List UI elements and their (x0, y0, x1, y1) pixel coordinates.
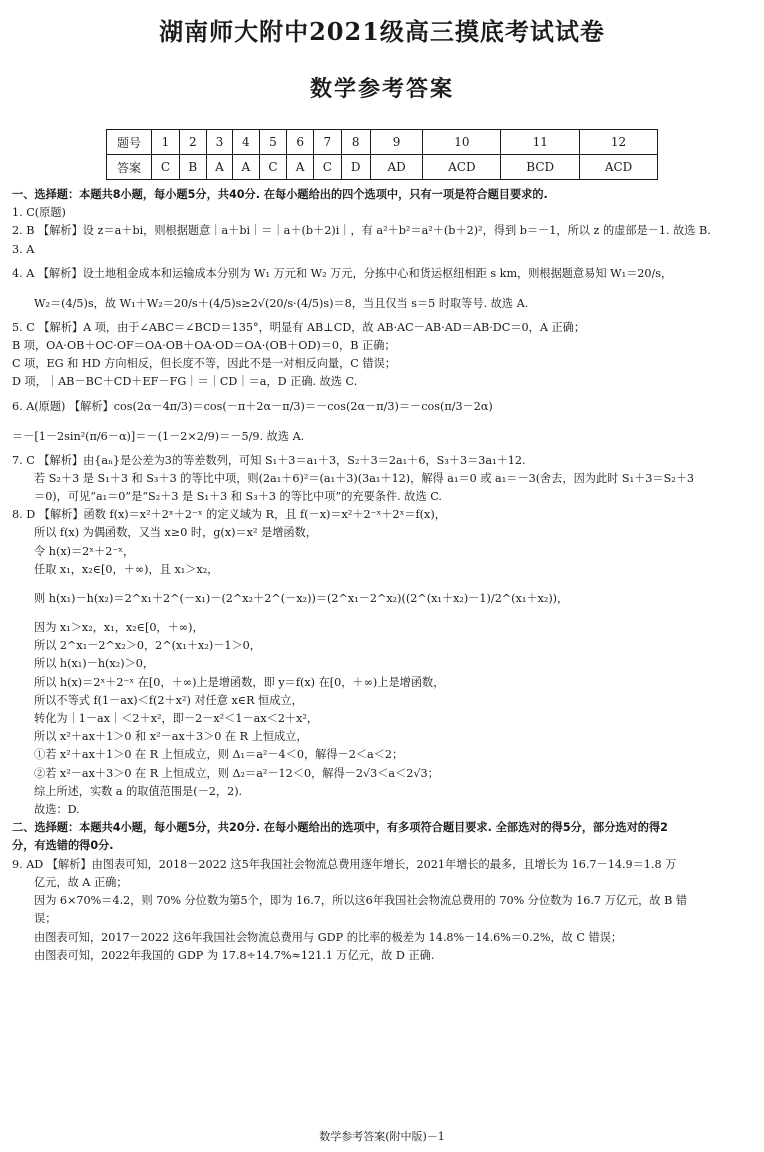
solution-line: 综上所述，实数 a 的取值范围是(－2，2). (34, 784, 243, 798)
solution-line: 4. A 【解析】设土地租金成本和运输成本分别为 W₁ 万元和 W₂ 万元，分拣中心和货运枢纽相距 s km，则根据题意易知 W₁＝20/s， (12, 266, 673, 280)
solution-line: ②若 x²－ax＋3＞0 在 R 上恒成立，则 Δ₂＝a²－12＜0，解得－2√3＜a＜2√3； (34, 766, 439, 780)
solution-line: 9. AD 【解析】由图表可知，2018－2022 这5年我国社会物流总费用逐年增长，2021年增长的最多，且增长为 16.7－14.9＝1.8 万 (12, 857, 677, 871)
table-row-answers (107, 155, 658, 180)
table-cell: ACD (423, 155, 501, 180)
solution-line: W₂＝(4/5)s，故 W₁＋W₂＝20/s＋(4/5)s≥2√(20/s·(4/5)s)＝8，当且仅当 s＝5 时取等号. 故选 A. (34, 296, 529, 310)
solution-line: 3. A (12, 242, 35, 256)
table-cell: 5 (259, 130, 287, 155)
row-header: 答案 (107, 155, 152, 180)
solution-line: 亿元，故 A 正确； (34, 875, 128, 889)
page-footer: 数学参考答案(附中版)－1 (319, 1130, 445, 1143)
table-cell: 6 (287, 130, 313, 155)
table-cell: C (259, 155, 287, 180)
solution-line: D 项，｜AB－BC＋CD＋EF－FG｜＝｜CD｜＝a，D 正确. 故选 C. (12, 375, 358, 389)
table-cell: 8 (341, 130, 370, 155)
table-cell: A (206, 155, 232, 180)
table-cell: C (313, 155, 341, 180)
table-cell: A (287, 155, 313, 180)
page-title: 湖南师大附中2021级高三摸底考试试卷 (159, 17, 605, 46)
table-cell: 7 (313, 130, 341, 155)
solution-line: 任取 x₁，x₂∈[0，＋∞)，且 x₁＞x₂， (34, 562, 219, 576)
section-heading: 分，有选错的得0分. (12, 839, 114, 853)
table-cell: 9 (370, 130, 423, 155)
section-heading: 一、选择题：本题共8小题，每小题5分，共40分. 在每小题给出的四个选项中，只有一项是符合题目要求的. (12, 188, 548, 201)
solution-line: 所以 h(x)＝2ˣ＋2⁻ˣ 在[0，＋∞)上是增函数，即 y＝f(x) 在[0，＋∞)上是增函数， (34, 675, 445, 689)
table-cell: 1 (152, 130, 180, 155)
table-cell: 3 (206, 130, 232, 155)
solution-line: 8. D 【解析】函数 f(x)＝x²＋2ˣ＋2⁻ˣ 的定义域为 R，且 f(－x)＝x²＋2⁻ˣ＋2ˣ＝f(x)， (12, 508, 446, 522)
solution-line: 所以不等式 f(1－ax)＜f(2＋x²) 对任意 x∈R 恒成立， (34, 693, 303, 707)
solution-line: 所以 f(x) 为偶函数，又当 x≥0 时，g(x)＝x² 是增函数， (34, 526, 317, 540)
table-cell: A (233, 155, 259, 180)
solution-line: 因为 6×70%＝4.2，则 70% 分位数为第5个，即为 16.7，所以这6年我国社会物流总费用的 70% 分位数为 16.7 万亿元，故 B 错 (34, 894, 688, 908)
table-cell: 10 (423, 130, 501, 155)
solution-line: 误； (34, 912, 57, 926)
solution-line: 所以 2^x₁－2^x₂＞0，2^(x₁＋x₂)－1＞0， (34, 639, 261, 653)
solution-line: 若 S₂＋3 是 S₁＋3 和 S₃＋3 的等比中项，则(2a₁＋6)²＝(a₁＋3)(3a₁＋12)，解得 a₁＝0 或 a₁＝－3(舍去，因为此时 S₁＋3＝S₂＋3 (34, 471, 695, 485)
solution-line: 令 h(x)＝2ˣ＋2⁻ˣ， (34, 544, 135, 558)
table-cell: B (179, 155, 206, 180)
section-heading: 二、选择题：本题共4小题，每小题5分，共20分. 在每小题给出的选项中，有多项符合题目要求. 全部选对的得5分，部分选对的得2 (12, 821, 668, 835)
solution-line: ①若 x²＋ax＋1＞0 在 R 上恒成立，则 Δ₁＝a²－4＜0，解得－2＜a＜2； (34, 748, 404, 762)
table-row-numbers (107, 130, 658, 155)
page-subtitle: 数学参考答案 (309, 76, 454, 102)
table-cell: 4 (233, 130, 259, 155)
solution-line: 6. A(原题) 【解析】cos(2α－4π/3)＝cos(－π＋2α－π/3)＝－cos(2α－π/3)＝－cos(π/3－2α) (12, 399, 493, 413)
table-cell: AD (370, 155, 423, 180)
solution-line: 由图表可知，2017－2022 这6年我国社会物流总费用与 GDP 的比率的极差为 14.8%－14.6%＝0.2%，故 C 错误； (34, 930, 623, 944)
solution-line: B 项，OA·OB＋OC·OF＝OA·OB＋OA·OD＝OA·(OB＋OD)＝0，B 正确； (12, 339, 396, 353)
answer-table (106, 129, 658, 180)
table-cell: 11 (501, 130, 580, 155)
table-cell: C (152, 155, 180, 180)
solution-line: 由图表可知，2022年我国的 GDP 为 17.8÷14.7%≈121.1 万亿元，故 D 正确. (34, 948, 435, 962)
solution-line: 所以 h(x₁)－h(x₂)＞0， (34, 657, 155, 671)
solution-line: ＝－[1－2sin²(π/6－α)]＝－(1－2×2/9)＝－5/9. 故选 A. (12, 429, 305, 443)
solution-line: 5. C 【解析】A 项，由于∠ABC＝∠BCD＝135°，明显有 AB⊥CD，故 AB·AC－AB·AD＝AB·DC＝0，A 正确； (12, 320, 586, 334)
table-cell: 12 (580, 130, 658, 155)
solution-line: 2. B 【解析】设 z＝a＋bi，则根据题意｜a＋bi｜＝｜a＋(b＋2)i｜，有 a²＋b²＝a²＋(b＋2)²，得到 b＝－1，所以 z 的虚部是－1. 故选 B. (12, 224, 711, 238)
table-cell: BCD (501, 155, 580, 180)
solution-line: 所以 x²＋ax＋1＞0 和 x²－ax＋3＞0 在 R 上恒成立， (34, 730, 308, 744)
row-header: 题号 (107, 130, 152, 155)
solution-line: 7. C 【解析】由{aₙ}是公差为3的等差数列，可知 S₁＋3＝a₁＋3，S₂＋3＝2a₁＋6，S₃＋3＝3a₁＋12. (12, 453, 526, 467)
solution-line: 转化为｜1－ax｜＜2＋x²，即－2－x²＜1－ax＜2＋x²， (34, 712, 319, 726)
solution-line: ＝0)，可见“a₁＝0”是“S₂＋3 是 S₁＋3 和 S₃＋3 的等比中项”的充要条件. 故选 C. (34, 490, 442, 504)
solution-line: 故选：D. (34, 803, 80, 817)
table-cell: ACD (580, 155, 658, 180)
solution-line: 1. C(原题) (12, 206, 66, 220)
solution-line: C 项，EG 和 HD 方向相反，但长度不等，因此不是一对相反向量，C 错误； (12, 357, 396, 371)
solution-line: 因为 x₁＞x₂，x₁，x₂∈[0，＋∞)， (34, 621, 204, 635)
solution-body (12, 186, 757, 965)
table-cell: 2 (179, 130, 206, 155)
table-cell: D (341, 155, 370, 180)
solution-line: 则 h(x₁)－h(x₂)＝2^x₁＋2^(－x₁)－(2^x₂＋2^(－x₂))＝(2^x₁－2^x₂)((2^(x₁＋x₂)－1)/2^(x₁＋x₂))， (34, 592, 569, 606)
